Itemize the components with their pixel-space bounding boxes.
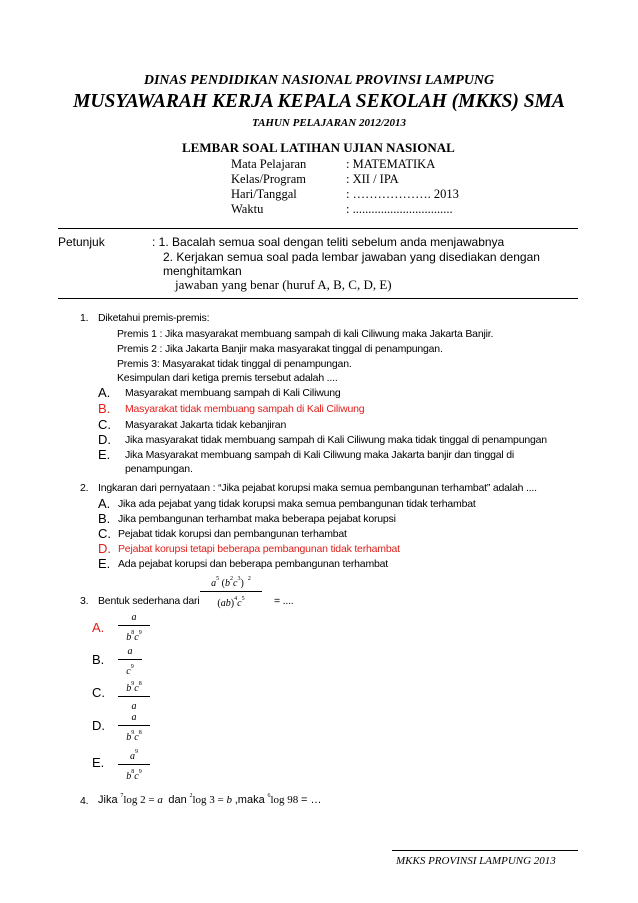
fraction-bar xyxy=(118,725,150,726)
q2-option-b: Jika pembangunan terhambat maka beberapa pejabat korupsi xyxy=(118,513,396,525)
q4-text: Jika xyxy=(98,794,118,806)
log-word: log xyxy=(270,794,285,806)
math-exponent: 2 xyxy=(247,576,251,582)
log-argument: 98 xyxy=(287,794,299,806)
fraction-bar xyxy=(118,764,150,765)
fraction-bar xyxy=(118,659,142,660)
math-symbol: c xyxy=(134,632,139,643)
math-symbol: c xyxy=(233,578,238,589)
math-symbol: c xyxy=(126,666,131,677)
q2-option-c: Pejabat tidak korupsi dan pembangunan terhambat xyxy=(118,528,347,540)
q1-number: 1. xyxy=(80,312,89,324)
q2-number: 2. xyxy=(80,482,89,494)
math-exponent: 9 xyxy=(138,769,142,775)
option-numerator: a xyxy=(131,612,137,623)
math-exponent: 8 xyxy=(138,681,142,687)
petunjuk-line: 2. Kerjakan semua soal pada lembar jawaban yang disediakan dengan xyxy=(163,250,540,264)
q1-conclusion: Kesimpulan dari ketiga premis tersebut adalah .... xyxy=(117,372,338,384)
petunjuk-line: : 1. Bacalah semua soal dengan teliti sebelum anda menjawabnya xyxy=(152,235,505,249)
petunjuk-line: jawaban yang benar (huruf A, B, C, D, E) xyxy=(175,277,392,292)
q3-stem: Bentuk sederhana dari xyxy=(98,595,200,607)
q4-text: dan xyxy=(168,794,187,806)
q4-stem xyxy=(98,793,322,806)
divider-mid xyxy=(58,298,578,299)
petunjuk-label: Petunjuk xyxy=(58,235,105,249)
q2-option-e-letter: E. xyxy=(98,556,111,571)
log-base: 6 xyxy=(267,793,271,799)
math-symbol: b xyxy=(126,732,132,743)
equals-sign: = xyxy=(148,794,155,806)
q3-option-d-letter: D. xyxy=(92,718,105,733)
math-symbol: a xyxy=(130,751,135,762)
math-exponent: 5 xyxy=(216,576,220,582)
q1-option-e-letter: E. xyxy=(98,447,111,462)
math-exponent: 5 xyxy=(241,596,245,602)
option-denominator xyxy=(118,627,150,644)
math-symbol: b xyxy=(225,578,231,589)
option-numerator xyxy=(118,678,150,695)
math-symbol: b xyxy=(126,771,132,782)
q1-option-d: Jika masyarakat tidak membuang sampah di Kali Ciliwung maka tidak tinggal di penampungan xyxy=(125,434,547,446)
math-exponent: 8 xyxy=(138,730,142,736)
q1-stem: Diketahui premis-premis: xyxy=(98,312,210,324)
q2-option-b-letter: B. xyxy=(98,511,111,526)
meta-label: Waktu xyxy=(231,202,264,216)
meta-label: Kelas/Program xyxy=(231,172,306,186)
q3-expression xyxy=(200,573,262,610)
math-symbol: ab xyxy=(220,598,231,609)
q2-stem: Ingkaran dari pernyataan : “Jika pejabat korupsi maka semua pembangunan terhambat” adalah .... xyxy=(98,482,537,494)
q1-premise: Premis 1 : Jika masyarakat membuang sampah di kali Ciliwung maka Jakarta Banjir. xyxy=(117,328,494,340)
q3-option-b-letter: B. xyxy=(92,652,105,667)
meta-value: : ………………. 2013 xyxy=(346,187,459,201)
q3-option-e-letter: E. xyxy=(92,755,105,770)
option-numerator: a xyxy=(131,712,137,723)
q1-premise: Premis 3: Masyarakat tidak tinggal di penampungan. xyxy=(117,358,352,370)
math-symbol: ( xyxy=(221,578,226,589)
q2-option-d: Pejabat korupsi tetapi beberapa pembangunan tidak terhambat xyxy=(118,543,400,555)
q3-tail: = .... xyxy=(274,595,294,607)
divider-top xyxy=(58,228,578,229)
q3-option-a xyxy=(118,612,150,644)
option-denominator xyxy=(118,661,142,678)
math-symbol: c xyxy=(134,732,139,743)
math-symbol: c xyxy=(134,683,139,694)
math-exponent: 9 xyxy=(131,730,135,736)
log-base: 7 xyxy=(120,793,124,799)
q1-option-d-letter: D. xyxy=(98,432,111,447)
q2-option-c-letter: C. xyxy=(98,526,111,541)
math-exponent: 9 xyxy=(135,749,138,755)
meta-label: Hari/Tanggal xyxy=(231,187,297,201)
math-exponent: 9 xyxy=(138,630,142,636)
q3-expr-denominator xyxy=(200,593,262,610)
q3-option-e xyxy=(118,746,150,783)
math-exponent: 4 xyxy=(234,596,238,602)
fraction-bar xyxy=(200,591,262,592)
option-numerator xyxy=(118,746,150,763)
option-denominator: a xyxy=(131,701,137,712)
fraction-bar xyxy=(118,625,150,626)
meta-value: : ................................ xyxy=(346,202,453,216)
math-symbol: ( xyxy=(217,598,221,609)
math-exponent: 2 xyxy=(230,576,234,582)
math-symbol: ) xyxy=(240,578,244,589)
q1-option-b: Masyarakat tidak membuang sampah di Kali Ciliwung xyxy=(125,403,365,415)
q1-option-e-cont: penampungan. xyxy=(125,463,193,475)
math-symbol: b xyxy=(126,632,132,643)
q3-number: 3. xyxy=(80,595,89,607)
math-symbol: a xyxy=(211,578,217,589)
meta-value: : XII / IPA xyxy=(346,172,399,186)
math-symbol: ) xyxy=(230,598,235,609)
footer-rule xyxy=(392,850,578,851)
math-exponent: 8 xyxy=(131,630,135,636)
q1-premise: Premis 2 : Jika Jakarta Banjir maka masyarakat tinggal di penampungan. xyxy=(117,343,443,355)
log-word: log xyxy=(123,794,138,806)
q1-option-a: Masyarakat membuang sampah di Kali Ciliwung xyxy=(125,387,341,399)
meta-value: : MATEMATIKA xyxy=(346,157,436,171)
q3-option-c xyxy=(118,678,150,713)
q2-option-e: Ada pejabat korupsi dan beberapa pembangunan terhambat xyxy=(118,558,388,570)
q3-option-c-letter: C. xyxy=(92,685,105,700)
footer-text: MKKS PROVINSI LAMPUNG 2013 xyxy=(396,855,556,867)
option-numerator: a xyxy=(127,646,133,657)
math-exponent: 3 xyxy=(237,576,241,582)
q1-option-c-letter: C. xyxy=(98,417,111,432)
variable: a xyxy=(157,794,163,806)
log-argument: 3 xyxy=(209,794,215,806)
q4-text: ,maka xyxy=(234,794,265,806)
header-line-2: MUSYAWARAH KERJA KEPALA SEKOLAH (MKKS) SMA xyxy=(73,91,565,112)
q1-option-a-letter: A. xyxy=(98,385,111,400)
q1-option-e: Jika Masyarakat membuang sampah di Kali Ciliwung maka Jakarta banjir dan tinggal di xyxy=(125,449,515,461)
header-line-1: DINAS PENDIDIKAN NASIONAL PROVINSI LAMPUNG xyxy=(143,73,495,88)
q3-option-d xyxy=(118,712,150,744)
q1-option-c: Masyarakat Jakarta tidak kebanjiran xyxy=(125,419,287,431)
document-title: LEMBAR SOAL LATIHAN UJIAN NASIONAL xyxy=(182,140,455,155)
math-exponent: 9 xyxy=(131,681,135,687)
math-exponent: 8 xyxy=(131,769,135,775)
q3-expr-numerator xyxy=(200,573,262,590)
fraction-bar xyxy=(118,696,150,697)
equals-sign: = xyxy=(217,794,224,806)
header-line-3: TAHUN PELAJARAN 2012/2013 xyxy=(251,117,407,129)
q4-number: 4. xyxy=(80,795,89,807)
variable: b xyxy=(226,794,232,806)
petunjuk-line: menghitamkan xyxy=(163,264,242,278)
math-symbol: b xyxy=(126,683,132,694)
q4-text: = … xyxy=(301,794,322,806)
meta-label: Mata Pelajaran xyxy=(231,157,307,171)
log-base: 2 xyxy=(189,793,193,799)
option-denominator xyxy=(118,727,150,744)
q2-option-d-letter: D. xyxy=(98,541,111,556)
q3-option-a-letter: A. xyxy=(92,620,105,635)
q1-option-b-letter: B. xyxy=(98,401,111,416)
math-exponent: 9 xyxy=(130,664,134,670)
option-denominator xyxy=(118,766,150,783)
log-word: log xyxy=(192,794,207,806)
q2-option-a-letter: A. xyxy=(98,496,111,511)
q2-option-a: Jika ada pejabat yang tidak korupsi maka semua pembangunan tidak terhambat xyxy=(118,498,476,510)
q3-option-b xyxy=(118,646,142,678)
log-argument: 2 xyxy=(140,794,146,806)
math-symbol: c xyxy=(237,598,242,609)
math-symbol: c xyxy=(134,771,139,782)
